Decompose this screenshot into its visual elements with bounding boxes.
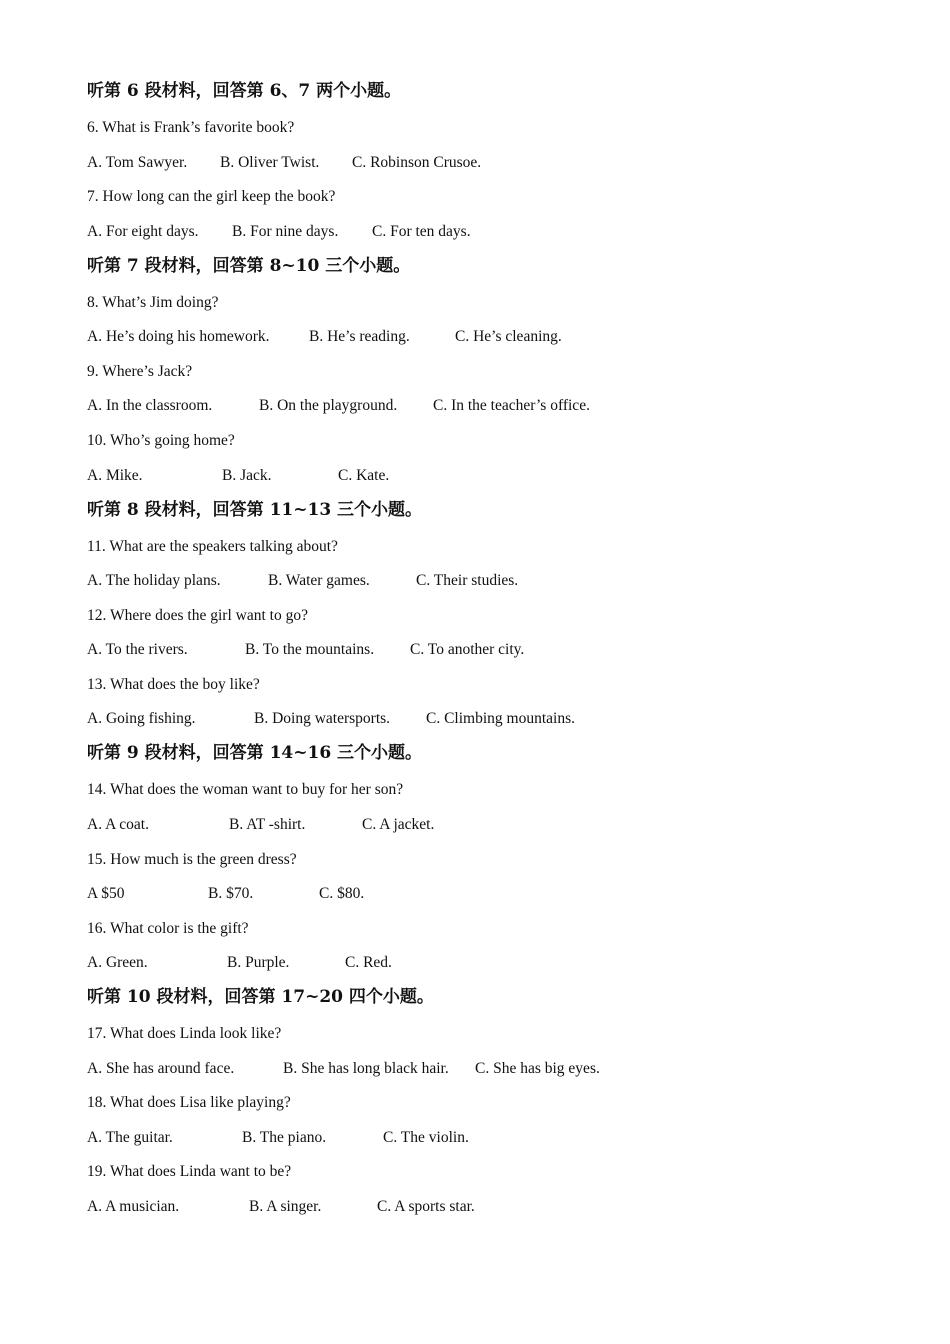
section-heading: 听第 7 段材料，回答第 8~10 三个小题。 [87,256,411,276]
option-a: A. She has around face. [87,1060,235,1077]
option-a: A. The holiday plans. [87,572,221,589]
option-a: A. He’s doing his homework. [87,328,270,345]
option-a: A. For eight days. [87,223,199,240]
question-text: 16. What color is the gift? [87,920,249,937]
option-b: B. Oliver Twist. [220,154,320,171]
option-a: A $50 [87,885,125,902]
option-a: A. The guitar. [87,1129,173,1146]
option-a: A. Green. [87,954,148,971]
question-text: 9. Where’s Jack? [87,363,193,380]
question-text: 7. How long can the girl keep the book? [87,188,336,205]
option-c: C. Climbing mountains. [426,710,575,727]
option-a: A. Going fishing. [87,710,196,727]
question-text: 19. What does Linda want to be? [87,1163,292,1180]
option-b: B. On the playground. [259,397,398,414]
question-text: 6. What is Frank’s favorite book? [87,119,295,136]
option-c: C. To another city. [410,641,525,658]
option-b: B. Purple. [227,954,290,971]
option-a: A. To the rivers. [87,641,188,658]
option-b: B. Doing watersports. [254,710,391,727]
option-b: B. A singer. [249,1198,322,1215]
option-c: C. Kate. [338,467,390,484]
option-b: B. Jack. [222,467,272,484]
option-b: B. To the mountains. [245,641,375,658]
option-c: C. Robinson Crusoe. [352,154,482,171]
section-heading: 听第 9 段材料，回答第 14~16 三个小题。 [87,743,423,763]
option-a: A. A musician. [87,1198,180,1215]
option-b: B. She has long black hair. [283,1060,449,1077]
option-c: C. Red. [345,954,392,971]
question-text: 8. What’s Jim doing? [87,294,219,311]
option-b: B. For nine days. [232,223,339,240]
option-c: C. Their studies. [416,572,519,589]
question-text: 12. Where does the girl want to go? [87,607,308,624]
option-c: C. She has big eyes. [475,1060,600,1077]
option-c: C. $80. [319,885,365,902]
option-c: C. A jacket. [362,816,435,833]
option-c: C. The violin. [383,1129,469,1146]
section-heading: 听第 8 段材料，回答第 11~13 三个小题。 [87,500,423,520]
section-heading: 听第 10 段材料，回答第 17~20 四个小题。 [87,987,434,1007]
option-c: C. For ten days. [372,223,471,240]
question-text: 13. What does the boy like? [87,676,260,693]
question-text: 17. What does Linda look like? [87,1025,282,1042]
option-b: B. He’s reading. [309,328,410,345]
question-text: 15. How much is the green dress? [87,851,297,868]
option-b: B. $70. [208,885,254,902]
question-text: 18. What does Lisa like playing? [87,1094,291,1111]
option-c: C. In the teacher’s office. [433,397,590,414]
option-a: A. Mike. [87,467,143,484]
option-b: B. AT -shirt. [229,816,306,833]
option-a: A. In the classroom. [87,397,213,414]
option-b: B. The piano. [242,1129,327,1146]
option-b: B. Water games. [268,572,370,589]
question-text: 10. Who’s going home? [87,432,235,449]
question-text: 14. What does the woman want to buy for her son? [87,781,404,798]
option-a: A. Tom Sawyer. [87,154,188,171]
option-c: C. He’s cleaning. [455,328,562,345]
option-c: C. A sports star. [377,1198,475,1215]
question-text: 11. What are the speakers talking about? [87,538,338,555]
option-a: A. A coat. [87,816,149,833]
section-heading: 听第 6 段材料，回答第 6、7 两个小题。 [87,81,402,101]
